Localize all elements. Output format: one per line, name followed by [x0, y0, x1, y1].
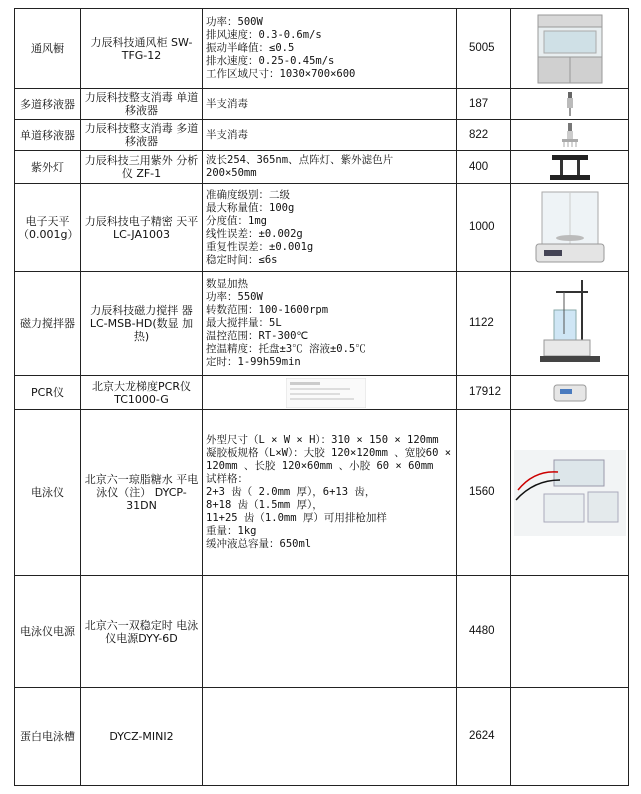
- table-row: [15, 688, 629, 786]
- equipment-model: 力辰科技整支消毒 多道移液器: [81, 120, 203, 151]
- equipment-model: 力辰科技整支消毒 单道移液器: [81, 89, 203, 120]
- equipment-model: 力辰科技三用紫外 分析仪 ZF-1: [81, 151, 203, 184]
- empty-image-cell: [511, 576, 629, 688]
- pcr-photo: [511, 376, 629, 410]
- balance-photo: [511, 184, 629, 272]
- equipment-price: 17912: [457, 376, 511, 410]
- equipment-name: 电子天平（0.001g）: [15, 184, 81, 272]
- equipment-name: 通风橱: [15, 9, 81, 89]
- equipment-name: 磁力搅拌器: [15, 272, 81, 376]
- equipment-spec: [203, 688, 457, 786]
- equipment-model: DYCZ-MINI2: [81, 688, 203, 786]
- equipment-spec: 功率：500W 排风速度：0.3-0.6m/s 振动半峰值：≤0.5 排水速度：0.25-0.45m/s 工作区域尺寸：1030×700×600: [203, 9, 457, 89]
- equipment-price: 1560: [457, 410, 511, 576]
- spec-sheet-thumbnail: [286, 378, 366, 408]
- equipment-price: 2624: [457, 688, 511, 786]
- fume-hood-photo: [511, 9, 629, 89]
- equipment-spec: 准确度级别：二级 最大称量值：100g 分度值：1mg 线性误差：±0.002g 重复性误差：±0.001g 稳定时间：≤6s: [203, 184, 457, 272]
- equipment-name: 蛋白电泳槽: [15, 688, 81, 786]
- equipment-spec: 半支消毒: [203, 120, 457, 151]
- equipment-name: 电泳仪电源: [15, 576, 81, 688]
- equipment-name: PCR仪: [15, 376, 81, 410]
- pipette-photo: [511, 89, 629, 120]
- multichannel-pipette-photo: [511, 120, 629, 151]
- equipment-price: 400: [457, 151, 511, 184]
- equipment-spec: 半支消毒: [203, 89, 457, 120]
- table-row: [15, 376, 629, 410]
- table-row: [15, 9, 629, 89]
- stirrer-photo: [511, 272, 629, 376]
- equipment-price: 4480: [457, 576, 511, 688]
- equipment-name: 多道移液器: [15, 89, 81, 120]
- table-row: [15, 89, 629, 120]
- equipment-model: 力辰科技磁力搅拌 器 LC-MSB-HD(数显 加热): [81, 272, 203, 376]
- table-row: [15, 576, 629, 688]
- table-row: [15, 272, 629, 376]
- equipment-price: 1000: [457, 184, 511, 272]
- equipment-spec: 数显加热 功率：550W 转数范围：100-1600rpm 最大搅拌量：5L 温控范围：RT-300℃ 控温精度：托盘±3℃ 溶液±0.5℃ 定时：1-99h59min: [203, 272, 457, 376]
- equipment-price: 822: [457, 120, 511, 151]
- uv-lamp-photo: [511, 151, 629, 184]
- equipment-model: 力辰科技通风柜 SW-TFG-12: [81, 9, 203, 89]
- equipment-spec: [203, 376, 457, 410]
- equipment-spec: 外型尺寸（L × W × H）：310 × 150 × 120mm 凝胶板规格（L×W）：大胶 120×120mm 、宽胶60 × 120mm 、长胶 120×60mm 、小胶 60 × 60mm 试样格： 2+3 齿（ 2.0mm 厚），6+13 齿， 8+18 齿（1.5mm 厚）， 11+25 齿（1.0mm 厚）可用排枪加样 重量：1kg 缓冲液总容量：650ml: [203, 410, 457, 576]
- equipment-name: 紫外灯: [15, 151, 81, 184]
- equipment-price: 187: [457, 89, 511, 120]
- equipment-price: 5005: [457, 9, 511, 89]
- equipment-model: 力辰科技电子精密 天平 LC-JA1003: [81, 184, 203, 272]
- table-row: [15, 410, 629, 576]
- empty-image-cell: [511, 688, 629, 786]
- equipment-spec: [203, 576, 457, 688]
- table-row: [15, 151, 629, 184]
- electrophoresis-photo: [511, 410, 629, 576]
- equipment-table: [14, 8, 629, 786]
- equipment-model: 北京六一琼脂糖水 平电泳仪（注） DYCP-31DN: [81, 410, 203, 576]
- equipment-price: 1122: [457, 272, 511, 376]
- table-row: [15, 184, 629, 272]
- equipment-name: 单道移液器: [15, 120, 81, 151]
- table-row: [15, 120, 629, 151]
- equipment-name: 电泳仪: [15, 410, 81, 576]
- equipment-model: 北京大龙梯度PCR仪 TC1000-G: [81, 376, 203, 410]
- equipment-spec: 波长254、365nm、点阵灯、紫外滤色片 200×50mm: [203, 151, 457, 184]
- equipment-model: 北京六一双稳定时 电泳仪电源DYY-6D: [81, 576, 203, 688]
